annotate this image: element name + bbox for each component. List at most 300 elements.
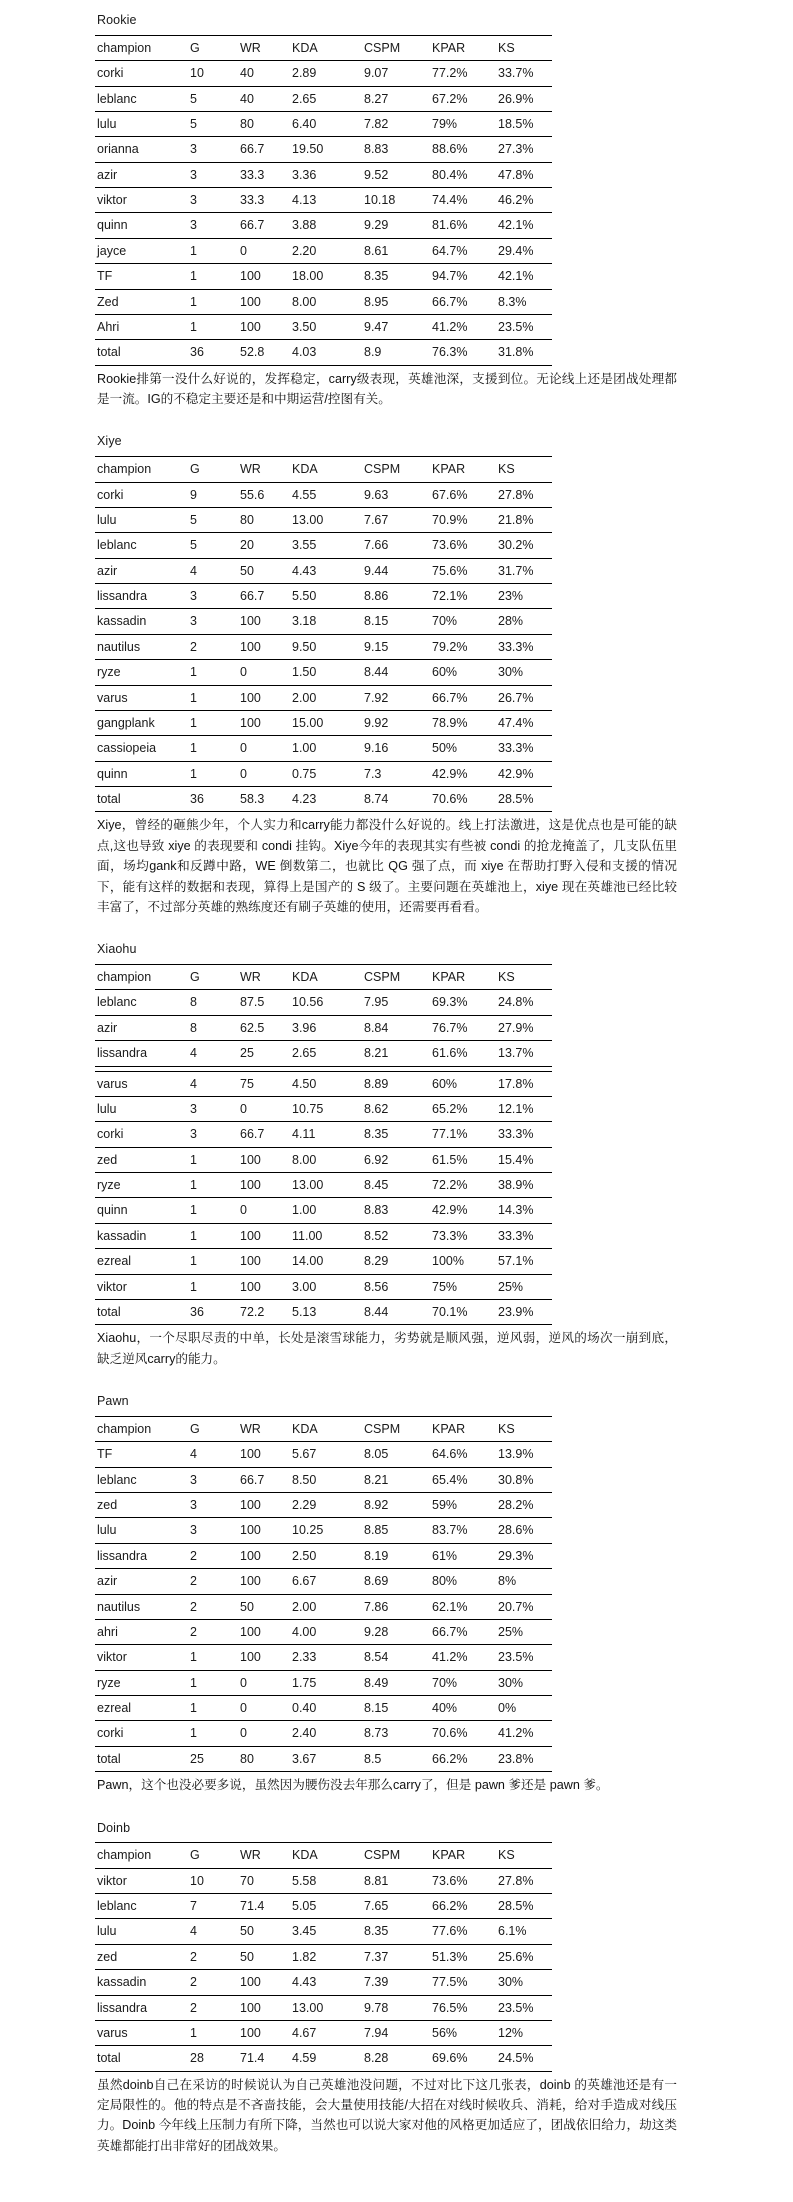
column-header: WR xyxy=(238,457,290,482)
stat-cell: 23.5% xyxy=(496,314,552,339)
stat-cell: 8.21 xyxy=(362,1041,430,1066)
stat-cell: 46.2% xyxy=(496,188,552,213)
champion-stats-table xyxy=(95,964,552,1325)
stat-cell: 1 xyxy=(188,289,238,314)
table-row xyxy=(95,162,552,187)
champion-name-cell: orianna xyxy=(95,137,188,162)
stat-cell: 100 xyxy=(238,1970,290,1995)
stat-cell: 33.7% xyxy=(496,61,552,86)
stat-cell: 8.35 xyxy=(362,1919,430,1944)
stat-cell: 23% xyxy=(496,584,552,609)
player-name: Rookie xyxy=(97,13,137,27)
stat-cell: 61% xyxy=(430,1543,496,1568)
stat-cell: 3.50 xyxy=(290,314,362,339)
stat-cell: 76.7% xyxy=(430,1015,496,1040)
player-section xyxy=(95,943,698,1369)
stat-cell: 100 xyxy=(238,1442,290,1467)
table-row xyxy=(95,86,552,111)
stat-cell: 10.75 xyxy=(290,1096,362,1121)
player-section xyxy=(95,14,698,409)
stat-cell: 70.6% xyxy=(430,787,496,812)
stat-cell: 79.2% xyxy=(430,634,496,659)
stat-cell: 3.36 xyxy=(290,162,362,187)
stat-cell: 8.00 xyxy=(290,289,362,314)
table-row xyxy=(95,1970,552,1995)
stat-cell: 14.3% xyxy=(496,1198,552,1223)
stat-cell: 8.69 xyxy=(362,1569,430,1594)
stat-cell: 8.52 xyxy=(362,1223,430,1248)
stat-cell: 28% xyxy=(496,609,552,634)
stat-cell: 6.40 xyxy=(290,111,362,136)
table-row xyxy=(95,137,552,162)
stat-cell: 30.8% xyxy=(496,1467,552,1492)
stat-cell: 24.8% xyxy=(496,990,552,1015)
table-row xyxy=(95,1995,552,2020)
stat-cell: 1.00 xyxy=(290,1198,362,1223)
stat-cell: 8.61 xyxy=(362,238,430,263)
champion-name-cell: leblanc xyxy=(95,1467,188,1492)
stat-cell: 23.5% xyxy=(496,1995,552,2020)
stat-cell: 2 xyxy=(188,1569,238,1594)
stat-cell: 50% xyxy=(430,736,496,761)
sections-container xyxy=(95,14,698,2156)
stat-cell: 20.7% xyxy=(496,1594,552,1619)
stat-cell: 100 xyxy=(238,2020,290,2045)
stat-cell: 8.49 xyxy=(362,1670,430,1695)
player-name: Xiaohu xyxy=(97,942,137,957)
stat-cell: 78.9% xyxy=(430,710,496,735)
table-header-row xyxy=(95,35,552,60)
stat-cell: 100 xyxy=(238,1173,290,1198)
champion-name-cell: lulu xyxy=(95,1096,188,1121)
stat-cell: 73.3% xyxy=(430,1223,496,1248)
stat-cell: 1.75 xyxy=(290,1670,362,1695)
stat-cell: 36 xyxy=(188,340,238,365)
stat-cell: 0 xyxy=(238,660,290,685)
stat-cell: 8.9 xyxy=(362,340,430,365)
stat-cell: 8.83 xyxy=(362,137,430,162)
stat-cell: 80 xyxy=(238,507,290,532)
stat-cell: 42.1% xyxy=(496,213,552,238)
champion-name-cell: quinn xyxy=(95,761,188,786)
stat-cell: 26.7% xyxy=(496,685,552,710)
column-header: G xyxy=(188,965,238,990)
stat-cell: 3 xyxy=(188,1518,238,1543)
stat-cell: 1 xyxy=(188,1173,238,1198)
stat-cell: 100 xyxy=(238,1619,290,1644)
stat-cell: 81.6% xyxy=(430,213,496,238)
champion-name-cell: lulu xyxy=(95,111,188,136)
stat-cell: 100 xyxy=(238,1569,290,1594)
table-row xyxy=(95,1645,552,1670)
stat-cell: 79% xyxy=(430,111,496,136)
stat-cell: 3.55 xyxy=(290,533,362,558)
stat-cell: 2.65 xyxy=(290,86,362,111)
stat-cell: 0 xyxy=(238,1670,290,1695)
stat-cell: 100 xyxy=(238,1223,290,1248)
stat-cell: 7.86 xyxy=(362,1594,430,1619)
column-header: champion xyxy=(95,35,188,60)
stat-cell: 3 xyxy=(188,137,238,162)
champion-name-cell: lissandra xyxy=(95,1995,188,2020)
stat-cell: 18.00 xyxy=(290,264,362,289)
column-header: CSPM xyxy=(362,1416,430,1441)
stat-cell: 23.5% xyxy=(496,1645,552,1670)
stat-cell: 23.8% xyxy=(496,1746,552,1771)
stat-cell: 8.83 xyxy=(362,1198,430,1223)
stat-cell: 65.4% xyxy=(430,1467,496,1492)
stat-cell: 10.25 xyxy=(290,1518,362,1543)
champion-name-cell: lissandra xyxy=(95,1543,188,1568)
stat-cell: 7.67 xyxy=(362,507,430,532)
stat-cell: 100 xyxy=(238,1249,290,1274)
stat-cell: 8.54 xyxy=(362,1645,430,1670)
table-row xyxy=(95,990,552,1015)
table-row xyxy=(95,736,552,761)
champion-name-cell: varus xyxy=(95,2020,188,2045)
stat-cell: 3 xyxy=(188,213,238,238)
stat-cell: 4 xyxy=(188,1041,238,1066)
stat-cell: 62.5 xyxy=(238,1015,290,1040)
stat-cell: 26.9% xyxy=(496,86,552,111)
column-header: champion xyxy=(95,1843,188,1868)
stat-cell: 19.50 xyxy=(290,137,362,162)
stat-cell: 4.23 xyxy=(290,787,362,812)
player-section xyxy=(95,1395,698,1795)
stat-cell: 3 xyxy=(188,609,238,634)
stat-cell: 77.6% xyxy=(430,1919,496,1944)
table-row xyxy=(95,1944,552,1969)
stat-cell: 30% xyxy=(496,1670,552,1695)
stat-cell: 8.44 xyxy=(362,1299,430,1324)
table-row xyxy=(95,213,552,238)
column-header: KPAR xyxy=(430,457,496,482)
table-row xyxy=(95,1147,552,1172)
champion-name-cell: total xyxy=(95,1746,188,1771)
stat-cell: 77.2% xyxy=(430,61,496,86)
stat-cell: 4.13 xyxy=(290,188,362,213)
stat-cell: 0 xyxy=(238,1096,290,1121)
stat-cell: 69.3% xyxy=(430,990,496,1015)
stat-cell: 73.6% xyxy=(430,533,496,558)
stat-cell: 5.67 xyxy=(290,1442,362,1467)
stat-cell: 55.6 xyxy=(238,482,290,507)
stat-cell: 3.45 xyxy=(290,1919,362,1944)
champion-name-cell: lulu xyxy=(95,507,188,532)
stat-cell: 40 xyxy=(238,61,290,86)
stat-cell: 65.2% xyxy=(430,1096,496,1121)
stat-cell: 1 xyxy=(188,1670,238,1695)
stat-cell: 100 xyxy=(238,1274,290,1299)
column-header: KS xyxy=(496,965,552,990)
stat-cell: 1.50 xyxy=(290,660,362,685)
champion-name-cell: total xyxy=(95,2046,188,2071)
stat-cell: 6.67 xyxy=(290,1569,362,1594)
stat-cell: 4.50 xyxy=(290,1071,362,1096)
column-header: KS xyxy=(496,35,552,60)
stat-cell: 2.00 xyxy=(290,685,362,710)
champion-name-cell: leblanc xyxy=(95,86,188,111)
stat-cell: 9.47 xyxy=(362,314,430,339)
stat-cell: 3 xyxy=(188,162,238,187)
stat-cell: 4.00 xyxy=(290,1619,362,1644)
stat-cell: 2 xyxy=(188,1543,238,1568)
stat-cell: 20 xyxy=(238,533,290,558)
column-header: champion xyxy=(95,1416,188,1441)
stat-cell: 1 xyxy=(188,238,238,263)
champion-name-cell: kassadin xyxy=(95,609,188,634)
stat-cell: 9.78 xyxy=(362,1995,430,2020)
champion-name-cell: zed xyxy=(95,1147,188,1172)
champion-name-cell: total xyxy=(95,340,188,365)
stat-cell: 66.7 xyxy=(238,137,290,162)
table-row xyxy=(95,1569,552,1594)
table-row xyxy=(95,1493,552,1518)
stat-cell: 3.18 xyxy=(290,609,362,634)
table-row xyxy=(95,533,552,558)
stat-cell: 29.4% xyxy=(496,238,552,263)
stat-cell: 0 xyxy=(238,1696,290,1721)
stat-cell: 28.2% xyxy=(496,1493,552,1518)
stat-cell: 77.5% xyxy=(430,1970,496,1995)
stat-cell: 100% xyxy=(430,1249,496,1274)
stat-cell: 9.50 xyxy=(290,634,362,659)
stat-cell: 8.5 xyxy=(362,1746,430,1771)
column-header: G xyxy=(188,1843,238,1868)
stat-cell: 100 xyxy=(238,1995,290,2020)
stat-cell: 7.95 xyxy=(362,990,430,1015)
player-commentary: Pawn，这个也没必要多说，虽然因为腰伤没去年那么carry了，但是 pawn 爹还是 pawn 爹。 xyxy=(97,1778,609,1793)
stat-cell: 4.55 xyxy=(290,482,362,507)
stat-cell: 9.29 xyxy=(362,213,430,238)
stat-cell: 72.1% xyxy=(430,584,496,609)
stat-cell: 8 xyxy=(188,990,238,1015)
stat-cell: 1 xyxy=(188,1645,238,1670)
player-commentary: 虽然doinb自己在采访的时候说认为自己英雄池没问题，不过对比下这几张表，doinb 的英雄池还是有一定局限性的。他的特点是不吝啬技能，会大量使用技能/大招在对线时候收兵、消耗，给对手造成对线压力。Doinb 今年线上压制力有所下降，当然也可以说大家对他的风格更加适应了，团战依旧给力，劫这类英雄都能打出非常好的团战效果。 xyxy=(97,2077,677,2153)
champion-stats-table xyxy=(95,35,552,366)
champion-name-cell: ezreal xyxy=(95,1249,188,1274)
champion-name-cell: zed xyxy=(95,1493,188,1518)
stat-cell: 50 xyxy=(238,558,290,583)
table-row xyxy=(95,1122,552,1147)
stat-cell: 33.3 xyxy=(238,162,290,187)
player-name: Xiye xyxy=(97,434,122,449)
stat-cell: 80% xyxy=(430,1569,496,1594)
stat-cell: 13.00 xyxy=(290,1995,362,2020)
table-row xyxy=(95,1198,552,1223)
stat-cell: 5.05 xyxy=(290,1894,362,1919)
stat-cell: 8 xyxy=(188,1015,238,1040)
stat-cell: 8.15 xyxy=(362,609,430,634)
stat-cell: 1 xyxy=(188,1696,238,1721)
stat-cell: 70% xyxy=(430,609,496,634)
stat-cell: 83.7% xyxy=(430,1518,496,1543)
stat-cell: 56% xyxy=(430,2020,496,2045)
stat-cell: 100 xyxy=(238,1543,290,1568)
stat-cell: 33.3% xyxy=(496,1122,552,1147)
column-header: CSPM xyxy=(362,35,430,60)
stat-cell: 60% xyxy=(430,1071,496,1096)
champion-name-cell: corki xyxy=(95,1122,188,1147)
stat-cell: 30% xyxy=(496,660,552,685)
stat-cell: 28.5% xyxy=(496,787,552,812)
stat-cell: 6.1% xyxy=(496,1919,552,1944)
stat-cell: 27.8% xyxy=(496,1868,552,1893)
stat-cell: 5.50 xyxy=(290,584,362,609)
stat-cell: 25% xyxy=(496,1274,552,1299)
champion-name-cell: viktor xyxy=(95,1868,188,1893)
champion-name-cell: kassadin xyxy=(95,1223,188,1248)
stat-cell: 2.89 xyxy=(290,61,362,86)
stat-cell: 8.95 xyxy=(362,289,430,314)
table-total-row xyxy=(95,1299,552,1324)
stat-cell: 28.6% xyxy=(496,1518,552,1543)
stat-cell: 100 xyxy=(238,1645,290,1670)
stat-cell: 14.00 xyxy=(290,1249,362,1274)
stat-cell: 1 xyxy=(188,710,238,735)
stat-cell: 67.6% xyxy=(430,482,496,507)
stat-cell: 4.03 xyxy=(290,340,362,365)
table-row xyxy=(95,1594,552,1619)
stat-cell: 12% xyxy=(496,2020,552,2045)
stat-cell: 5 xyxy=(188,86,238,111)
stat-cell: 7.66 xyxy=(362,533,430,558)
stat-cell: 0 xyxy=(238,1721,290,1746)
stat-cell: 9.44 xyxy=(362,558,430,583)
column-header: WR xyxy=(238,35,290,60)
stat-cell: 8.81 xyxy=(362,1868,430,1893)
table-row xyxy=(95,1096,552,1121)
stat-cell: 2.33 xyxy=(290,1645,362,1670)
stat-cell: 10.56 xyxy=(290,990,362,1015)
champion-stats-table xyxy=(95,1416,552,1772)
champion-name-cell: azir xyxy=(95,1015,188,1040)
champion-name-cell: corki xyxy=(95,482,188,507)
stat-cell: 4 xyxy=(188,1919,238,1944)
stat-cell: 2 xyxy=(188,1619,238,1644)
stat-cell: 4 xyxy=(188,1071,238,1096)
stat-cell: 30% xyxy=(496,1970,552,1995)
column-header: WR xyxy=(238,965,290,990)
stat-cell: 2.50 xyxy=(290,1543,362,1568)
table-row xyxy=(95,1041,552,1066)
stat-cell: 8.05 xyxy=(362,1442,430,1467)
stat-cell: 28.5% xyxy=(496,1894,552,1919)
champion-name-cell: viktor xyxy=(95,1274,188,1299)
stat-cell: 8.62 xyxy=(362,1096,430,1121)
table-row xyxy=(95,1274,552,1299)
player-section xyxy=(95,1822,698,2157)
table-row xyxy=(95,1919,552,1944)
stat-cell: 4.43 xyxy=(290,558,362,583)
stat-cell: 9.28 xyxy=(362,1619,430,1644)
champion-name-cell: quinn xyxy=(95,1198,188,1223)
table-total-row xyxy=(95,340,552,365)
champion-name-cell: jayce xyxy=(95,238,188,263)
champion-name-cell: lulu xyxy=(95,1518,188,1543)
column-header: G xyxy=(188,457,238,482)
champion-name-cell: total xyxy=(95,1299,188,1324)
stat-cell: 73.6% xyxy=(430,1868,496,1893)
stat-cell: 71.4 xyxy=(238,2046,290,2071)
stat-cell: 8.74 xyxy=(362,787,430,812)
column-header: KS xyxy=(496,457,552,482)
champion-stats-table xyxy=(95,1842,552,2071)
stat-cell: 5.58 xyxy=(290,1868,362,1893)
stat-cell: 42.1% xyxy=(496,264,552,289)
stat-cell: 66.7% xyxy=(430,289,496,314)
stat-cell: 8.19 xyxy=(362,1543,430,1568)
stat-cell: 57.1% xyxy=(496,1249,552,1274)
stat-cell: 4 xyxy=(188,558,238,583)
stat-cell: 2 xyxy=(188,1970,238,1995)
stat-cell: 100 xyxy=(238,1518,290,1543)
table-row xyxy=(95,111,552,136)
table-row xyxy=(95,1173,552,1198)
stat-cell: 9.52 xyxy=(362,162,430,187)
stat-cell: 64.6% xyxy=(430,1442,496,1467)
stat-cell: 1 xyxy=(188,660,238,685)
stat-cell: 1 xyxy=(188,264,238,289)
stat-cell: 27.8% xyxy=(496,482,552,507)
champion-name-cell: nautilus xyxy=(95,1594,188,1619)
champion-name-cell: ahri xyxy=(95,1619,188,1644)
stat-cell: 3.96 xyxy=(290,1015,362,1040)
champion-name-cell: leblanc xyxy=(95,990,188,1015)
stat-cell: 64.7% xyxy=(430,238,496,263)
stat-cell: 8.84 xyxy=(362,1015,430,1040)
stat-cell: 61.5% xyxy=(430,1147,496,1172)
stat-cell: 31.8% xyxy=(496,340,552,365)
stat-cell: 66.2% xyxy=(430,1746,496,1771)
stat-cell: 5 xyxy=(188,507,238,532)
table-row xyxy=(95,1721,552,1746)
column-header: KDA xyxy=(290,35,362,60)
stat-cell: 15.00 xyxy=(290,710,362,735)
table-row xyxy=(95,238,552,263)
stat-cell: 7.65 xyxy=(362,1894,430,1919)
stat-cell: 9.07 xyxy=(362,61,430,86)
table-row xyxy=(95,1223,552,1248)
champion-name-cell: Zed xyxy=(95,289,188,314)
stat-cell: 1 xyxy=(188,314,238,339)
table-row xyxy=(95,2020,552,2045)
table-header-row xyxy=(95,1416,552,1441)
table-row xyxy=(95,558,552,583)
stat-cell: 1 xyxy=(188,2020,238,2045)
stat-cell: 42.9% xyxy=(496,761,552,786)
table-total-row xyxy=(95,2046,552,2071)
stat-cell: 80 xyxy=(238,1746,290,1771)
champion-name-cell: nautilus xyxy=(95,634,188,659)
column-header: KDA xyxy=(290,1416,362,1441)
stat-cell: 33.3% xyxy=(496,1223,552,1248)
stat-cell: 8.29 xyxy=(362,1249,430,1274)
stat-cell: 25 xyxy=(238,1041,290,1066)
column-header: CSPM xyxy=(362,965,430,990)
column-header: CSPM xyxy=(362,1843,430,1868)
table-row xyxy=(95,1071,552,1096)
stat-cell: 60% xyxy=(430,660,496,685)
stat-cell: 27.9% xyxy=(496,1015,552,1040)
stat-cell: 0 xyxy=(238,736,290,761)
stat-cell: 62.1% xyxy=(430,1594,496,1619)
stat-cell: 0 xyxy=(238,761,290,786)
champion-name-cell: ezreal xyxy=(95,1696,188,1721)
stat-cell: 8.35 xyxy=(362,1122,430,1147)
stat-cell: 66.7% xyxy=(430,685,496,710)
stat-cell: 1 xyxy=(188,1147,238,1172)
